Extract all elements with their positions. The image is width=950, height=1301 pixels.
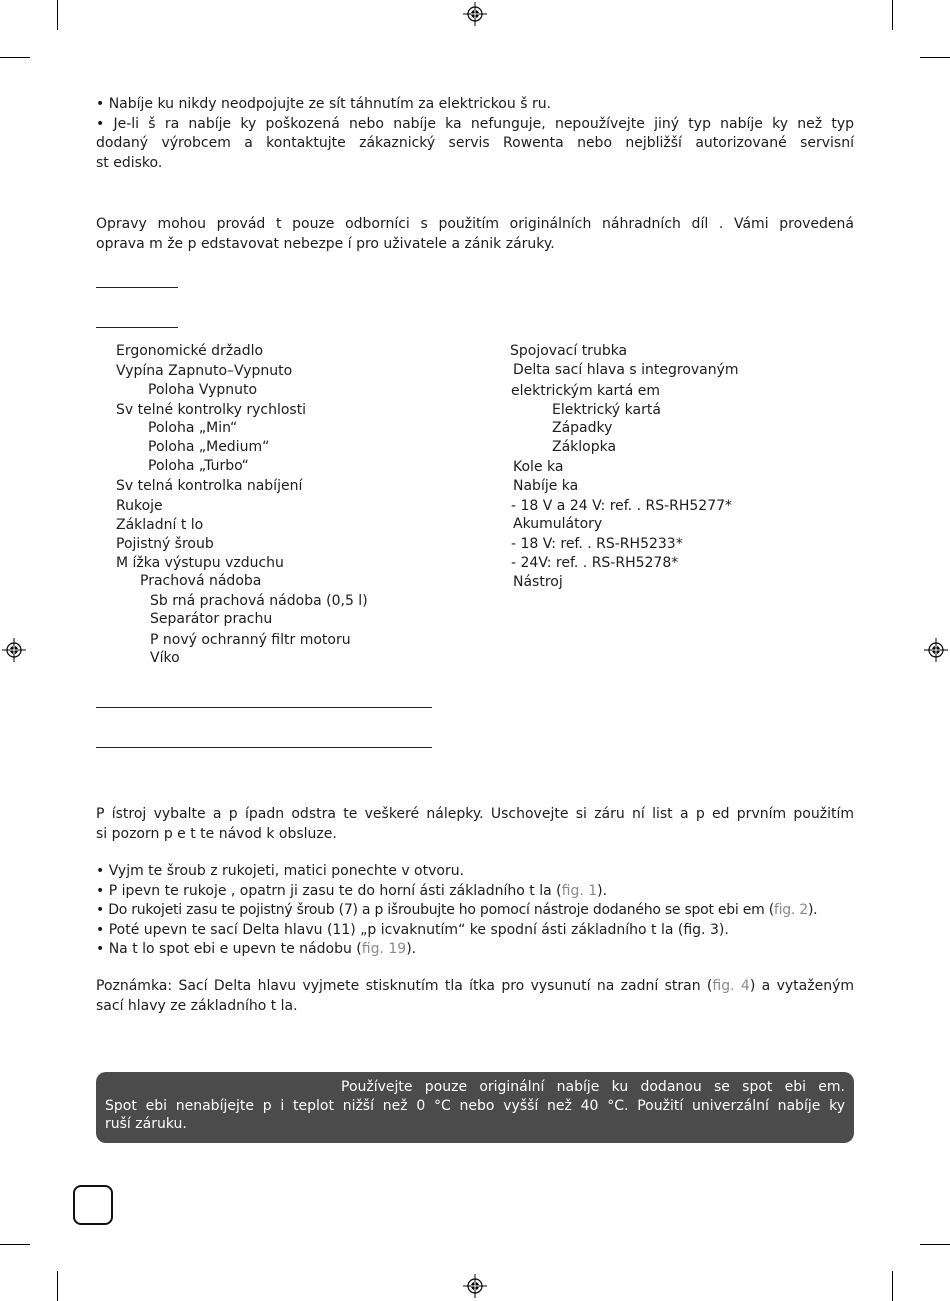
part-item: - 18 V: ref. . RS-RH5233*	[511, 536, 683, 552]
part-item: Sv telné kontrolky rychlosti	[116, 402, 307, 418]
part-item: Záklopka	[552, 439, 617, 455]
assembly-step: • Vyjm te šroub z rukojeti, matici ponechte v otvoru.	[96, 863, 465, 879]
part-item: Základní t lo	[116, 517, 204, 533]
part-item: M ížka výstupu vzduchu	[116, 555, 284, 571]
figure-reference: fig. 2	[773, 902, 808, 918]
part-item: Poloha Vypnuto	[148, 382, 258, 398]
part-item: Ergonomické držadlo	[116, 343, 264, 359]
part-item: P nový ochranný filtr motoru	[150, 632, 351, 648]
repairs-line: oprava m že p edstavovat nebezpe í pro uživatele a zánik záruky.	[96, 235, 555, 252]
part-item: Rukoje	[116, 498, 163, 514]
page-number-box	[73, 1185, 113, 1225]
part-item: Akumulátory	[513, 516, 603, 532]
part-item: - 24V: ref. . RS-RH5278*	[511, 555, 679, 571]
heading-rule	[96, 327, 178, 328]
unpacking-line: si pozorn p e t te návod k obsluze.	[96, 825, 337, 842]
part-item: Západky	[552, 420, 613, 436]
repairs-section	[96, 215, 854, 254]
part-item: Vypína Zapnuto–Vypnuto	[116, 363, 293, 379]
registration-mark-icon	[463, 1274, 487, 1298]
registration-mark-icon	[463, 2, 487, 26]
part-item: elektrickým kartá em	[511, 383, 661, 399]
assembly-step: • Poté upevn te sací Delta hlavu (11) „p icvaknutím“ ke spodní ásti základního t la (fig. 3).	[96, 921, 729, 938]
safety-line: • Nabíje ku nikdy neodpojujte ze sít táhnutím za elektrickou š ru.	[96, 96, 552, 112]
heading-rule	[96, 287, 178, 288]
section-rule	[96, 747, 432, 748]
safety-line: dodaný výrobcem a kontaktujte zákaznický servis Rowenta nebo nejbližší autorizované servisní	[96, 135, 854, 151]
safety-section	[96, 95, 854, 173]
warning-line: Spot ebi nenabíjejte p i teplot nižší než 0 °C nebo vyšší než 40 °C. Použití univerzální nabíje ky	[105, 1098, 845, 1114]
repairs-line: Opravy mohou provád t pouze odborníci s použitím originálních náhradních díl . Vámi provedená	[96, 216, 854, 232]
note-line: Poznámka: Sací Delta hlavu vyjmete stisknutím tla ítka pro vysunutí na zadní stran (fig. 4) a vytaženým	[96, 978, 855, 994]
part-item: Sb rná prachová nádoba (0,5 l)	[150, 593, 368, 609]
part-item: Kole ka	[513, 459, 564, 475]
safety-line: • Je-li š ra nabíje ky poškozená nebo nabíje ka nefunguje, nepoužívejte jiný typ nabíje ky než typ	[96, 115, 854, 132]
unpacking-section	[96, 805, 854, 844]
part-item: Poloha „Turbo“	[148, 458, 249, 474]
assembly-step: • Na t lo spot ebi e upevn te nádobu (fig. 19).	[96, 941, 417, 957]
warning-line: ruší záruku.	[105, 1116, 187, 1132]
unpacking-line: P ístroj vybalte a p ípadn odstra te veškeré nálepky. Uschovejte si záru ní list a p ed prvním použitím	[96, 806, 854, 822]
part-item: Sv telná kontrolka nabíjení	[116, 478, 303, 494]
crop-mark	[920, 57, 950, 58]
part-item: Separátor prachu	[150, 611, 273, 627]
note-section	[96, 977, 854, 1016]
part-item: Poloha „Min“	[148, 420, 238, 436]
part-item: Pojistný šroub	[116, 536, 214, 552]
part-item: Delta sací hlava s integrovaným	[513, 362, 739, 378]
registration-mark-icon	[924, 638, 948, 662]
part-item: Poloha „Medium“	[148, 439, 270, 455]
assembly-steps	[96, 862, 854, 960]
part-item: Spojovací trubka	[510, 343, 628, 359]
figure-reference: fig. 19	[361, 941, 407, 957]
warning-box	[96, 1072, 854, 1143]
section-rule	[96, 707, 432, 708]
crop-mark	[892, 0, 893, 30]
part-item: Nástroj	[513, 574, 563, 590]
part-item: Nabíje ka	[513, 478, 579, 494]
figure-reference: fig. 1	[561, 882, 598, 899]
crop-mark	[920, 1244, 950, 1245]
crop-mark	[892, 1271, 893, 1301]
assembly-step: • Do rukojeti zasu te pojistný šroub (7) a p išroubujte ho pomocí nástroje dodaného se spot ebi em (fig. 2).	[96, 902, 818, 918]
note-line: sací hlavy ze základního t la.	[96, 997, 298, 1014]
safety-line: st edisko.	[96, 154, 163, 171]
warning-line: Používejte pouze originální nabíje ku dodanou se spot ebi em.	[341, 1079, 845, 1095]
crop-mark	[57, 0, 58, 30]
part-item: - 18 V a 24 V: ref. . RS-RH5277*	[511, 498, 733, 514]
part-item: Víko	[150, 650, 180, 666]
registration-mark-icon	[2, 638, 26, 662]
part-item: Elektrický kartá	[552, 402, 661, 418]
assembly-step: • P ipevn te rukoje , opatrn ji zasu te do horní ásti základního t la (fig. 1).	[96, 882, 608, 899]
crop-mark	[0, 1244, 30, 1245]
crop-mark	[57, 1271, 58, 1301]
figure-reference: fig. 4	[712, 978, 750, 994]
part-item: Prachová nádoba	[140, 573, 262, 589]
crop-mark	[0, 57, 30, 58]
